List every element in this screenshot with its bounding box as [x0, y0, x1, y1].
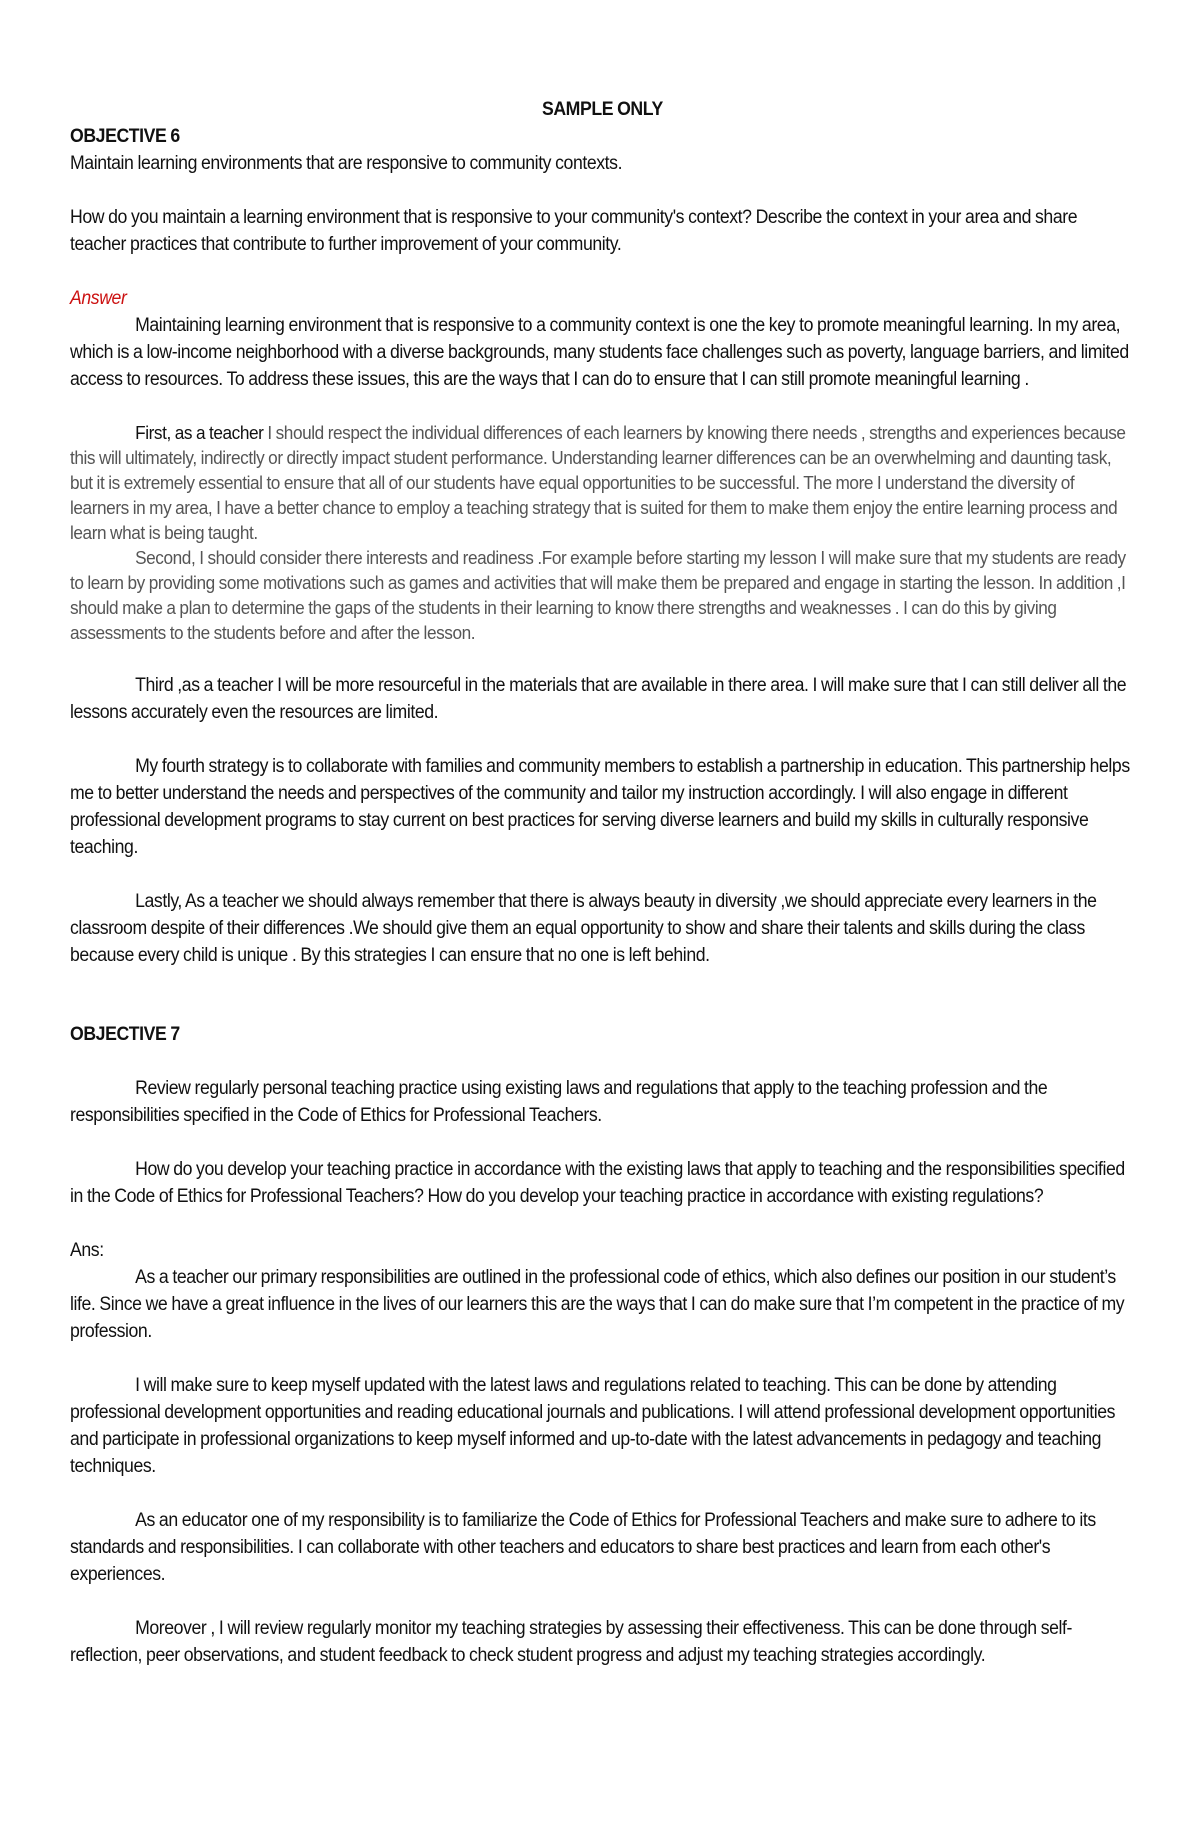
- document-page: [70, 96, 1130, 1669]
- objective6-first-rest: I should respect the individual differences of each learners by knowing there needs , strengths and experiences because this will ultimately, indirectly or directly impact student performance. Understanding learner differences can be an overwhelming and daunting task, but it is extremely essential to ensure that all of our students have equal opportunities to be successful. The more I understand the diversity of learners in my area, I have a better chance to employ a teaching strategy that is suited for them to make them enjoy the entire learning process and learn what is being taught.: [70, 422, 1126, 543]
- objective7-answer-label: Ans:: [70, 1240, 104, 1261]
- document-title: SAMPLE ONLY: [541, 99, 663, 120]
- objective7-paragraph-2: As an educator one of my responsibility is to familiarize the Code of Ethics for Professional Teachers and make sure to adhere to its standards and responsibilities. I can collaborate with other teachers and educators to share best practices and learn from each other's experiences.: [70, 1510, 1096, 1585]
- objective7-paragraph-3: Moreover , I will review regularly monitor my teaching strategies by assessing their effectiveness. This can be done through self-reflection, peer observations, and student feedback to check student progress and adjust my teaching strategies accordingly.: [70, 1618, 1073, 1666]
- objective7-paragraph-1: I will make sure to keep myself updated with the latest laws and regulations related to teaching. This can be done by attending professional development opportunities and reading educational journals and publications. I will attend professional development opportunities and participate in professional organizations to keep myself informed and up-to-date with the latest advancements in pedagogy and teaching techniques.: [70, 1375, 1116, 1477]
- objective6-question: How do you maintain a learning environment that is responsive to your community's context? Describe the context in your area and share teacher practices that contribute to further improvement of your community.: [70, 207, 1078, 255]
- objective6-third-paragraph: Third ,as a teacher I will be more resourceful in the materials that are available in there area. I will make sure that I can still deliver all the lessons accurately even the resources are limited.: [70, 675, 1127, 723]
- objective7-heading: OBJECTIVE 7: [70, 1024, 180, 1045]
- objective6-answer-label: Answer: [70, 288, 127, 309]
- objective7-question: How do you develop your teaching practice in accordance with the existing laws that apply to teaching and the responsibilities specified in the Code of Ethics for Professional Teachers? How do you develop your teaching practice in accordance with existing regulations?: [70, 1159, 1125, 1207]
- objective6-heading: OBJECTIVE 6: [70, 126, 180, 147]
- objective6-first-lead: First, as a teacher: [135, 422, 264, 443]
- objective6-second-paragraph: Second, I should consider there interests and readiness .For example before starting my lesson I will make sure that my students are ready to learn by providing some motivations such as games and activities that will make them be prepared and engage in starting the lesson. In addition ,I should make a plan to determine the gaps of the students in their learning to know there strengths and weaknesses . I can do this by giving assessments to the students before and after the lesson.: [70, 547, 1126, 643]
- objective6-statement: Maintain learning environments that are responsive to community contexts.: [70, 153, 623, 174]
- objective6-first-paragraph: [70, 420, 1135, 545]
- document-body: [70, 96, 1135, 1669]
- objective6-answer-intro: Maintaining learning environment that is responsive to a community context is one the key to promote meaningful learning. In my area, which is a low-income neighborhood with a diverse backgrounds, many students face challenges such as poverty, language barriers, and limited access to resources. To address these issues, this are the ways that I can do to ensure that I can still promote meaningful learning .: [70, 315, 1129, 390]
- objective7-answer-intro: As a teacher our primary responsibilities are outlined in the professional code of ethics, which also defines our position in our student’s life. Since we have a great influence in the lives of our learners this are the ways that I can do make sure that I’m competent in the practice of my profession.: [70, 1267, 1125, 1342]
- objective7-statement: Review regularly personal teaching practice using existing laws and regulations that apply to the teaching profession and the responsibilities specified in the Code of Ethics for Professional Teachers.: [70, 1078, 1048, 1126]
- objective6-lastly-paragraph: Lastly, As a teacher we should always remember that there is always beauty in diversity ,we should appreciate every learners in the classroom despite of their differences .We should give them an equal opportunity to show and share their talents and skills during the class because every child is unique . By this strategies I can ensure that no one is left behind.: [70, 891, 1097, 966]
- objective6-fourth-paragraph: My fourth strategy is to collaborate with families and community members to establish a partnership in education. This partnership helps me to better understand the needs and perspectives of the community and tailor my instruction accordingly. I will also engage in different professional development programs to stay current on best practices for serving diverse learners and build my skills in culturally responsive teaching.: [70, 756, 1130, 858]
